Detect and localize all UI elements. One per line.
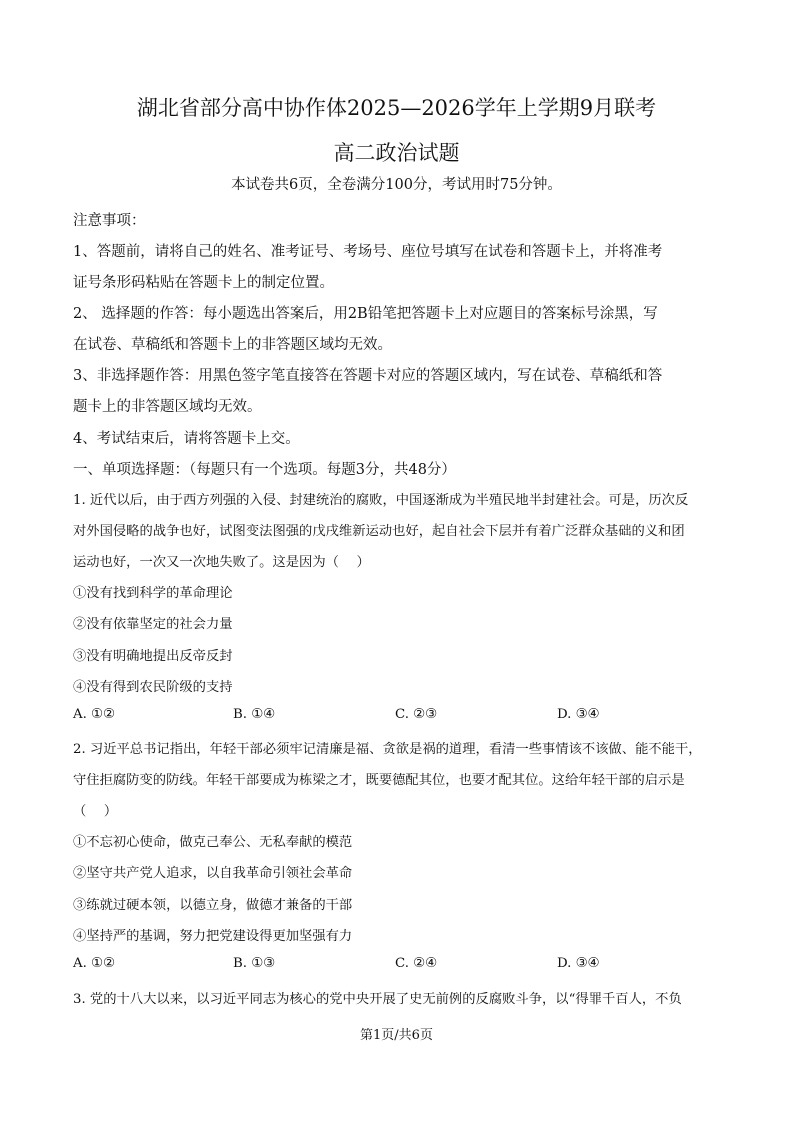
question-2-option-a: A. ①② — [73, 956, 115, 971]
question-1-text: 对外国侵略的战争也好，试图变法图强的戊戌维新运动也好，起自社会下层并有着广泛群众基础的义和团 — [73, 524, 685, 539]
question-1-option-c: C. ②③ — [395, 707, 437, 722]
note-line: 2、 选择题的作答：每小题选出答案后，用2B铅笔把答题卡上对应题目的答案标号涂黑，写 — [73, 306, 658, 322]
note-line: 在试卷、草稿纸和答题卡上的非答题区域均无效。 — [73, 337, 392, 353]
note-line: 证号条形码粘贴在答题卡上的制定位置。 — [73, 275, 334, 291]
note-line: 4、考试结束后，请将答题卡上交。 — [73, 431, 300, 447]
note-line: 题卡上的非答题区域均无效。 — [73, 399, 262, 415]
question-2-text: 2. 习近平总书记指出，年轻干部必须牢记清廉是福、贪欲是祸的道理，看清一些事情该不该做、能不能干， — [73, 742, 702, 757]
question-2-text: 守住拒腐防变的防线。年轻干部要成为栋梁之才，既要德配其位，也要才配其位。这给年轻干部的启示是 — [73, 773, 685, 788]
question-1-statement: ①没有找到科学的革命理论 — [73, 586, 233, 601]
question-1-option-d: D. ③④ — [557, 707, 600, 722]
question-1-option-a: A. ①② — [73, 707, 115, 722]
question-2-option-d: D. ③④ — [557, 956, 600, 971]
page-number: 第1页/共6页 — [360, 1028, 433, 1043]
note-line: 1、答题前，请将自己的姓名、准考证号、考场号、座位号填写在试卷和答题卡上，并将准考 — [73, 244, 663, 260]
question-1-statement: ②没有依靠坚定的社会力量 — [73, 617, 233, 632]
question-2-statement: ④坚持严的基调，努力把党建设得更加坚强有力 — [73, 929, 353, 944]
question-1-statement: ④没有得到农民阶级的支持 — [73, 680, 233, 695]
section-title: 一、单项选择题：（每题只有一个选项。每题3分，共48分） — [73, 462, 456, 478]
question-2-option-b: B. ①③ — [233, 956, 276, 971]
question-1-option-b: B. ①④ — [233, 707, 276, 722]
note-line: 3、非选择题作答：用黑色签字笔直接答在答题卡对应的答题区域内，写在试卷、草稿纸和答 — [73, 368, 663, 384]
notes-heading: 注意事项： — [73, 213, 146, 229]
question-2-option-c: C. ②④ — [395, 956, 437, 971]
exam-info: 本试卷共6页，全卷满分100分，考试用时75分钟。 — [231, 177, 562, 193]
question-1-text: 1. 近代以后，由于西方列强的入侵、封建统治的腐败，中国逐渐成为半殖民地半封建社会。可是，历次反 — [73, 493, 689, 508]
exam-title: 湖北省部分高中协作体2025—2026学年上学期9月联考 — [136, 96, 657, 120]
question-2-statement: ①不忘初心使命，做克己奉公、无私奉献的模范 — [73, 835, 353, 850]
question-2-statement: ②坚守共产党人追求，以自我革命引领社会革命 — [73, 866, 353, 881]
question-2-text: （ ） — [73, 804, 118, 819]
question-2-statement: ③练就过硬本领，以德立身，做德才兼备的干部 — [73, 898, 353, 913]
subject-title: 高二政治试题 — [333, 141, 460, 165]
question-1-statement: ③没有明确地提出反帝反封 — [73, 649, 233, 664]
question-1-text: 运动也好，一次又一次地失败了。这是因为（ ） — [73, 555, 370, 570]
question-3-text: 3. 党的十八大以来，以习近平同志为核心的党中央开展了史无前例的反腐败斗争，以“得罪千百人，不负 — [73, 992, 682, 1007]
